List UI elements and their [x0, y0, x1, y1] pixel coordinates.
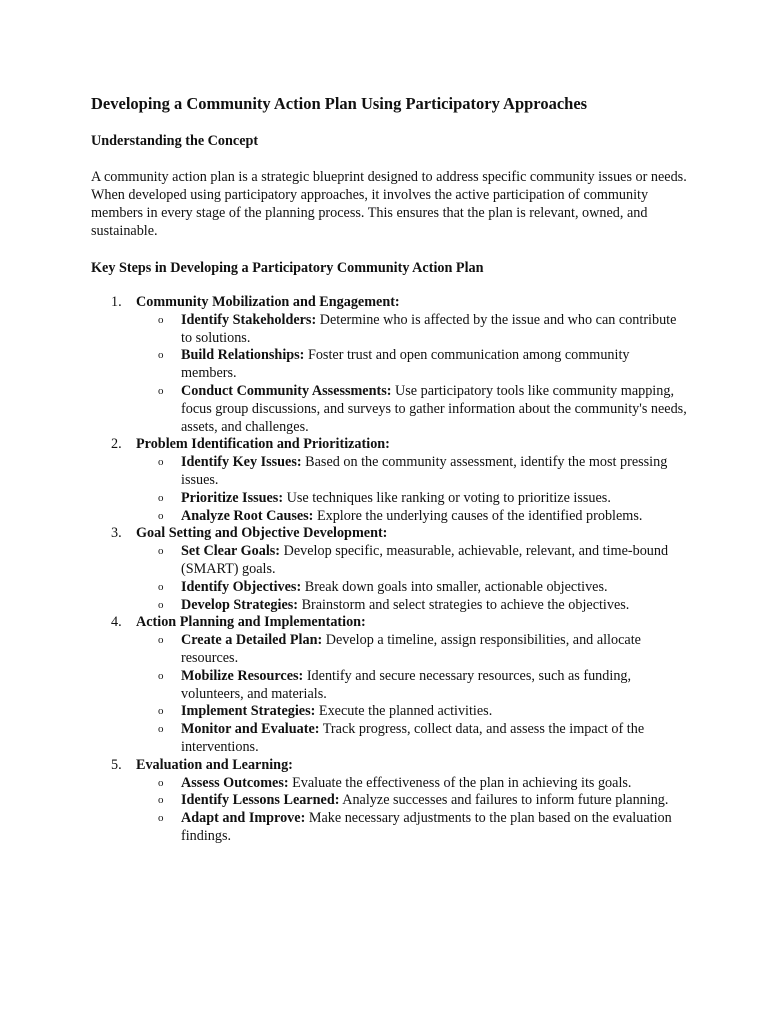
hollow-circle-bullet-icon: o [158, 509, 164, 522]
sub-item-text: Based on the community assessment, identify the most pressing issues. [181, 454, 668, 488]
sub-item-term: Set Clear Goals: [181, 543, 281, 560]
sub-item [136, 454, 688, 490]
hollow-circle-bullet-icon: o [158, 598, 164, 611]
hollow-circle-bullet-icon: o [158, 545, 164, 558]
sub-item-term: Conduct Community Assessments: [181, 382, 392, 399]
sub-item-text: Analyze successes and failures to inform future planning. [342, 792, 669, 809]
step-item [91, 294, 688, 436]
hollow-circle-bullet-icon: o [158, 491, 164, 504]
hollow-circle-bullet-icon: o [158, 384, 164, 397]
sub-item-text: Evaluate the effectiveness of the plan in achieving its goals. [292, 774, 632, 791]
sub-item-text: Foster trust and open communication among community members. [181, 347, 630, 382]
sub-item-text: Develop specific, measurable, achievable, relevant, and time-bound (SMART) goals. [181, 543, 669, 577]
step-number: 5. [111, 756, 122, 773]
hollow-circle-bullet-icon: o [158, 812, 164, 825]
hollow-circle-bullet-icon: o [158, 723, 164, 736]
sub-item [136, 721, 688, 757]
sub-item [136, 347, 688, 383]
sub-item-term: Assess Outcomes: [181, 774, 289, 791]
step-title: Goal Setting and Objective Development: [136, 525, 388, 542]
sub-item [136, 810, 688, 846]
sub-item-term: Adapt and Improve: [181, 810, 306, 827]
sub-item [136, 703, 688, 721]
sub-item [136, 775, 688, 793]
sub-item [136, 792, 688, 810]
sub-item-term: Monitor and Evaluate: [181, 721, 320, 738]
sub-item-term: Develop Strategies: [181, 596, 299, 613]
sub-item-text: Make necessary adjustments to the plan based on the evaluation findings. [181, 810, 672, 844]
sub-item-term: Analyze Root Causes: [181, 507, 314, 524]
hollow-circle-bullet-icon: o [158, 580, 164, 593]
sub-item-term: Create a Detailed Plan: [181, 632, 323, 649]
sub-item-text: Use participatory tools like community mapping, focus group discussions, and surveys to gather information about the community's needs, assets, and challenges. [181, 382, 687, 435]
step-sub-list [136, 775, 688, 846]
sub-item [136, 490, 688, 508]
steps-list [91, 294, 688, 846]
step-title: Action Planning and Implementation: [136, 614, 366, 631]
step-number: 3. [111, 525, 122, 542]
hollow-circle-bullet-icon: o [158, 313, 164, 326]
hollow-circle-bullet-icon: o [158, 456, 164, 469]
step-sub-list [136, 454, 688, 525]
sub-item-text: Determine who is affected by the issue and who can contribute to solutions. [181, 311, 677, 346]
sub-item-text: Break down goals into smaller, actionable objectives. [304, 578, 608, 595]
sub-item [136, 668, 688, 704]
step-number: 2. [111, 436, 122, 453]
step-item [91, 614, 688, 756]
sub-item-text: Develop a timeline, assign responsibilities, and allocate resources. [181, 632, 641, 666]
step-title: Evaluation and Learning: [136, 756, 293, 773]
sub-item-term: Prioritize Issues: [181, 489, 284, 506]
step-item [91, 525, 688, 614]
sub-item-term: Identify Key Issues: [181, 454, 302, 471]
sub-item-term: Identify Lessons Learned: [181, 792, 340, 809]
document-title: Developing a Community Action Plan Using Participatory Approaches [91, 94, 588, 113]
intro-paragraph: A community action plan is a strategic blueprint designed to address specific community issues or needs. When developed using participatory approaches, it involves the active participation of community members in every stage of the planning process. This ensures that the plan is relevant, owned, and sustainable. [91, 169, 687, 239]
hollow-circle-bullet-icon: o [158, 776, 164, 789]
sub-item-text: Execute the planned activities. [318, 703, 493, 720]
sub-item [136, 312, 688, 348]
sub-item-text: Identify and secure necessary resources, such as funding, volunteers, and materials. [181, 667, 632, 702]
sub-item-text: Brainstorm and select strategies to achieve the objectives. [301, 596, 630, 613]
sub-item-term: Identify Objectives: [181, 578, 302, 595]
step-sub-list [136, 312, 688, 437]
sub-item [136, 508, 688, 526]
sub-item-text: Explore the underlying causes of the identified problems. [316, 507, 643, 524]
step-number: 1. [111, 294, 122, 310]
section-heading-concept: Understanding the Concept [91, 133, 259, 149]
hollow-circle-bullet-icon: o [158, 669, 164, 682]
sub-item-term: Identify Stakeholders: [181, 311, 317, 328]
sub-item [136, 543, 688, 579]
step-sub-list [136, 632, 688, 757]
sub-item-term: Mobilize Resources: [181, 667, 304, 684]
hollow-circle-bullet-icon: o [158, 634, 164, 647]
hollow-circle-bullet-icon: o [158, 794, 164, 807]
step-item [91, 757, 688, 846]
sub-item [136, 579, 688, 597]
section-heading-key-steps: Key Steps in Developing a Participatory Community Action Plan [91, 260, 484, 276]
step-item [91, 436, 688, 525]
step-title: Problem Identification and Prioritization: [136, 436, 390, 453]
sub-item-text: Track progress, collect data, and assess the impact of the interventions. [181, 721, 645, 755]
sub-item-text: Use techniques like ranking or voting to prioritize issues. [286, 489, 611, 506]
sub-item [136, 632, 688, 668]
step-sub-list [136, 543, 688, 614]
step-title: Community Mobilization and Engagement: [136, 294, 400, 310]
hollow-circle-bullet-icon: o [158, 349, 164, 362]
sub-item-term: Implement Strategies: [181, 703, 316, 720]
step-number: 4. [111, 614, 122, 631]
hollow-circle-bullet-icon: o [158, 705, 164, 718]
sub-item-term: Build Relationships: [181, 347, 305, 364]
sub-item [136, 597, 688, 615]
sub-item [136, 383, 688, 436]
